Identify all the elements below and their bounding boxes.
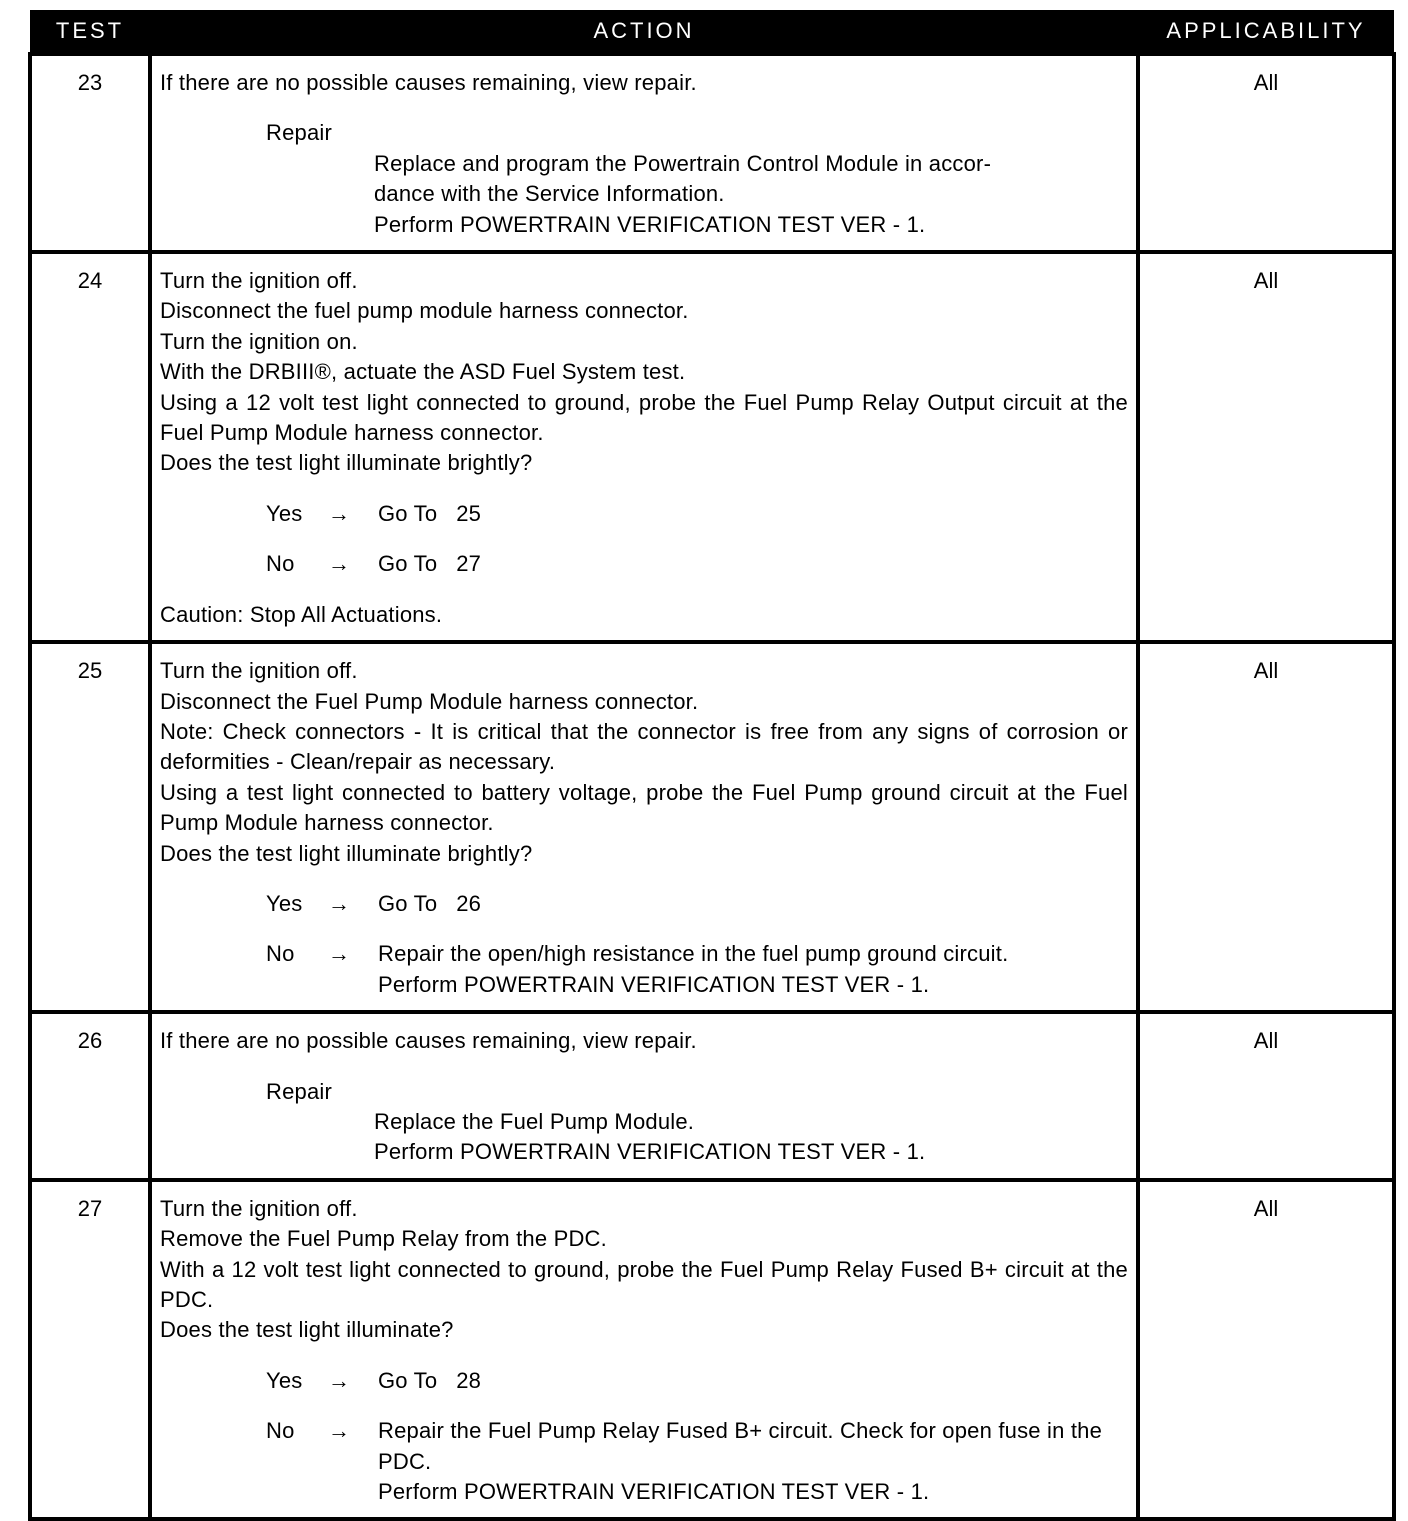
table-row	[30, 1012, 1394, 1180]
action-line: Does the test light illuminate?	[160, 1317, 454, 1343]
action-line: If there are no possible causes remaining, view repair.	[160, 1028, 697, 1054]
repair-label: Repair	[266, 1078, 333, 1104]
action-line: Remove the Fuel Pump Relay from the PDC.	[160, 1226, 607, 1252]
yes-label: Yes	[266, 1367, 303, 1393]
action-line: Disconnect the Fuel Pump Module harness connector.	[160, 688, 699, 714]
no-result-line: Perform POWERTRAIN VERIFICATION TEST VER - 1.	[378, 971, 930, 997]
arrow-icon: →	[328, 1418, 351, 1444]
no-result	[378, 939, 1128, 1000]
applicability-value: All	[1138, 1012, 1394, 1180]
header-test: TEST	[30, 10, 150, 54]
yes-branch	[160, 499, 1128, 529]
header-action: ACTION	[150, 10, 1138, 54]
no-result: Go To 27	[378, 551, 482, 577]
repair-line: Replace and program the Powertrain Control Module in accor-	[374, 150, 992, 176]
repair-line: Replace the Fuel Pump Module.	[374, 1108, 695, 1134]
arrow-icon: →	[328, 890, 351, 916]
action-cell	[150, 1012, 1138, 1180]
repair-line: Perform POWERTRAIN VERIFICATION TEST VER - 1.	[374, 211, 926, 237]
repair-line: dance with the Service Information.	[374, 181, 725, 207]
arrow-icon: →	[328, 1367, 351, 1393]
action-cell	[150, 642, 1138, 1012]
table-row	[30, 252, 1394, 642]
action-line: With a 12 volt test light connected to ground, probe the Fuel Pump Relay Fused B+ circuit at the PDC.	[160, 1256, 1128, 1312]
test-number: 26	[30, 1012, 150, 1180]
yes-result: Go To 28	[378, 1367, 482, 1393]
arrow-icon: →	[328, 500, 351, 526]
action-line: Turn the ignition off.	[160, 658, 358, 684]
table-header	[30, 10, 1394, 54]
action-line: Using a 12 volt test light connected to ground, probe the Fuel Pump Relay Output circuit at the Fuel Pump Module harness connector.	[160, 389, 1128, 446]
arrow-icon: →	[328, 941, 351, 967]
action-cell	[150, 252, 1138, 642]
yes-result: Go To 25	[378, 500, 482, 526]
yes-branch	[160, 889, 1128, 919]
no-result	[378, 1416, 1128, 1507]
action-line: Using a test light connected to battery voltage, probe the Fuel Pump ground circuit at the Fuel Pump Module harness connector.	[160, 779, 1128, 836]
no-result-line: Repair the open/high resistance in the fuel pump ground circuit.	[378, 941, 1009, 967]
arrow-icon: →	[328, 551, 351, 577]
no-branch	[160, 549, 1128, 579]
action-line: Turn the ignition off.	[160, 268, 358, 294]
action-line: Note: Check connectors - It is critical that the connector is free from any signs of corrosion or deformities - Clean/repair as necessary.	[160, 718, 1128, 775]
no-branch	[160, 939, 1128, 1000]
yes-branch	[160, 1366, 1128, 1396]
action-line: Does the test light illuminate brightly?	[160, 450, 533, 476]
action-line: Turn the ignition on.	[160, 328, 358, 354]
caution-note: Caution: Stop All Actuations.	[160, 601, 443, 627]
test-number: 27	[30, 1180, 150, 1520]
action-line: If there are no possible causes remaining, view repair.	[160, 70, 697, 95]
no-label: No	[266, 941, 295, 967]
no-result-line: Repair the Fuel Pump Relay Fused B+ circuit. Check for open fuse in the PDC.	[378, 1418, 1103, 1474]
action-line: Turn the ignition off.	[160, 1195, 358, 1221]
test-number: 23	[30, 54, 150, 252]
test-table	[28, 10, 1396, 1521]
action-cell	[150, 54, 1138, 252]
applicability-value: All	[1138, 252, 1394, 642]
repair-line: Perform POWERTRAIN VERIFICATION TEST VER - 1.	[374, 1139, 926, 1165]
table-row	[30, 1180, 1394, 1520]
yes-label: Yes	[266, 890, 303, 916]
action-line: Does the test light illuminate brightly?	[160, 840, 533, 866]
no-label: No	[266, 1418, 295, 1444]
action-line: Disconnect the fuel pump module harness connector.	[160, 298, 689, 324]
yes-result: Go To 26	[378, 890, 482, 916]
applicability-value: All	[1138, 54, 1394, 252]
action-cell	[150, 1180, 1138, 1520]
yes-label: Yes	[266, 500, 303, 526]
test-number: 25	[30, 642, 150, 1012]
table-row	[30, 642, 1394, 1012]
table-row	[30, 54, 1394, 252]
applicability-value: All	[1138, 1180, 1394, 1520]
header-applicability: APPLICABILITY	[1138, 10, 1394, 54]
no-branch	[160, 1416, 1128, 1507]
action-line: With the DRBIII®, actuate the ASD Fuel System test.	[160, 359, 686, 385]
test-number: 24	[30, 252, 150, 642]
repair-label: Repair	[266, 120, 333, 146]
diagnostic-test-table	[28, 10, 1392, 1505]
no-result-line: Perform POWERTRAIN VERIFICATION TEST VER - 1.	[378, 1479, 930, 1505]
applicability-value: All	[1138, 642, 1394, 1012]
no-label: No	[266, 551, 295, 577]
